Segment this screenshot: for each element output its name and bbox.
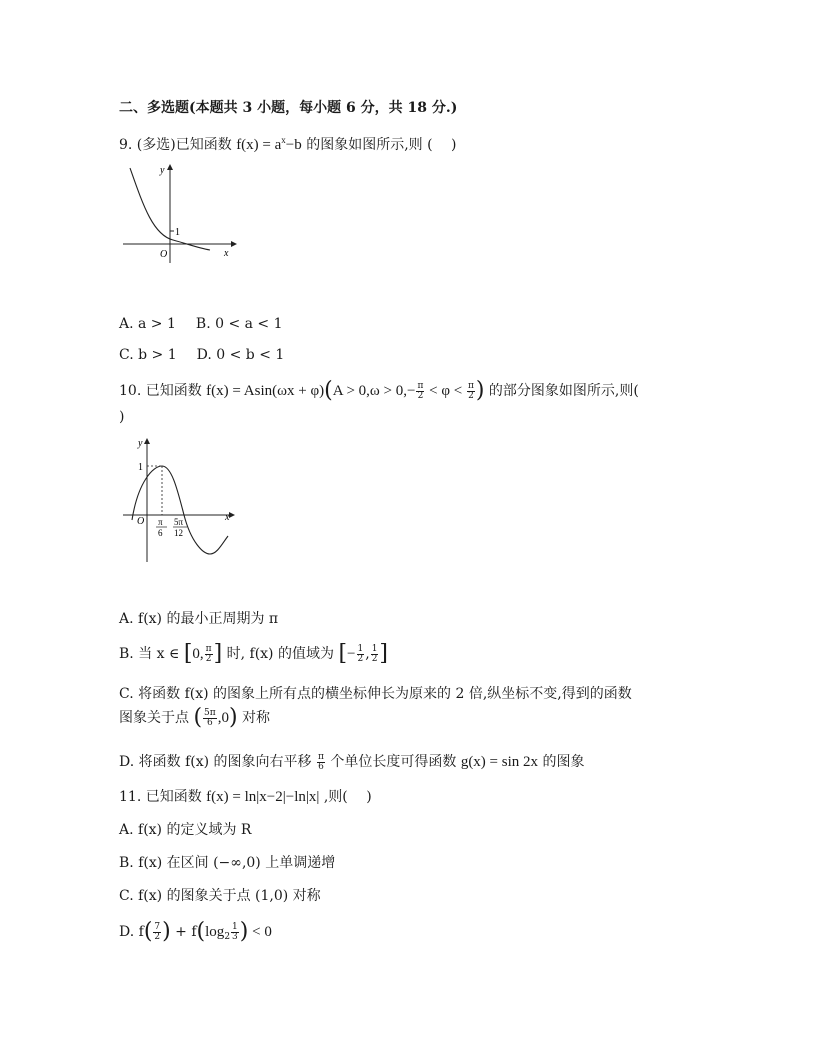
q10-y-label: y [138,438,143,449]
question-10: 10. 已知函数 f(x) = Asin(ωx + φ)(A > 0,ω > 0,− $\frac{\pi}{2}$ < φ < $\frac{\pi}{2}$ ) 的部分图象如图所示,则( [119,378,639,403]
q9-option-d[interactable]: D. 0 < b < 1 [196,347,285,363]
q10-y-arrow-icon [144,438,150,444]
q9-suffix: 的图象如图所示,则 ( ) [301,137,457,153]
q9-prefix: 9. (多选)已知函数 [119,137,237,153]
question-11: 11. 已知函数 f(x) = ln|x−2|−ln|x| ,则( ) [119,789,372,805]
q10-paren-close: ) [119,409,125,425]
q10-option-a[interactable]: A. f(x) 的最小正周期为 π [119,611,279,627]
q9-y-arrow-icon [167,164,173,170]
q10-option-c-line1[interactable]: C. 将函数 f(x) 的图象上所有点的横坐标伸长为原来的 2 倍,纵坐标不变,得到的函数 [119,686,632,702]
q9-option-a[interactable]: A. a > 1 [119,316,176,332]
q10-origin: O [137,516,145,527]
q10-option-d[interactable]: D. 将函数 f(x) 的图象向右平移 $\frac{\pi}{6}$ 个单位长度可得函数 g(x) = sin 2x 的图象 [119,751,585,772]
q9-option-b[interactable]: B. 0 < a < 1 [195,316,283,332]
q10-option-b[interactable]: B. 当 x ∈ [0, $\frac{\pi}{2}$ ] 时, f(x) 的值域为 [− $\frac{1}{2}$ , $\frac{1}{2}$ ] [119,641,389,666]
q11-function: f(x) = ln|x−2|−ln|x| [206,789,320,805]
q11-option-c[interactable]: C. f(x) 的图象关于点 (1,0) 对称 [119,888,321,904]
q9-options-row1 [119,314,283,334]
q11-option-b[interactable]: B. f(x) 在区间 (−∞,0) 上单调递增 [119,855,336,871]
q10-function: f(x) = Asin(ωx + φ) [206,383,325,399]
q10-tick-y: 1 [138,462,143,473]
q9-options-row2 [119,345,284,365]
q10-x-label: x [225,512,230,523]
q9-function: $f(x) = a^x-b$ [236,135,302,153]
q9-tick-label: 1 [175,227,180,238]
question-9 [119,130,457,155]
q10-tick-6: 6 [158,528,163,538]
q11-option-a[interactable]: A. f(x) 的定义域为 R [119,822,252,838]
q9-graph [118,160,238,265]
q10-tick-5pi: 5π [174,517,184,527]
q10-option-c-line2[interactable]: 图象关于点 ( $\frac{5\pi}{6}$ ,0) 对称 [119,705,270,730]
q9-option-c[interactable]: C. b > 1 [119,347,177,363]
q10-curve [132,466,228,554]
q9-origin: O [160,249,168,260]
section-title: 二、多选题(本题共 3 小题，每小题 6 分，共 18 分.) [119,100,458,116]
q10-tick-pi: π [158,517,163,527]
q10-graph [118,432,238,567]
q11-option-d[interactable]: D. f( $\frac{7}{2}$ ) + $f(\log_2$ $\frac{1}{3}$ ) < 0 [119,919,272,944]
q10-tick-12: 12 [174,528,183,538]
q9-x-label: x [224,248,229,259]
q9-x-arrow-icon [231,241,237,247]
q9-y-label: y [160,165,165,176]
q10-x-arrow-icon [229,512,235,518]
